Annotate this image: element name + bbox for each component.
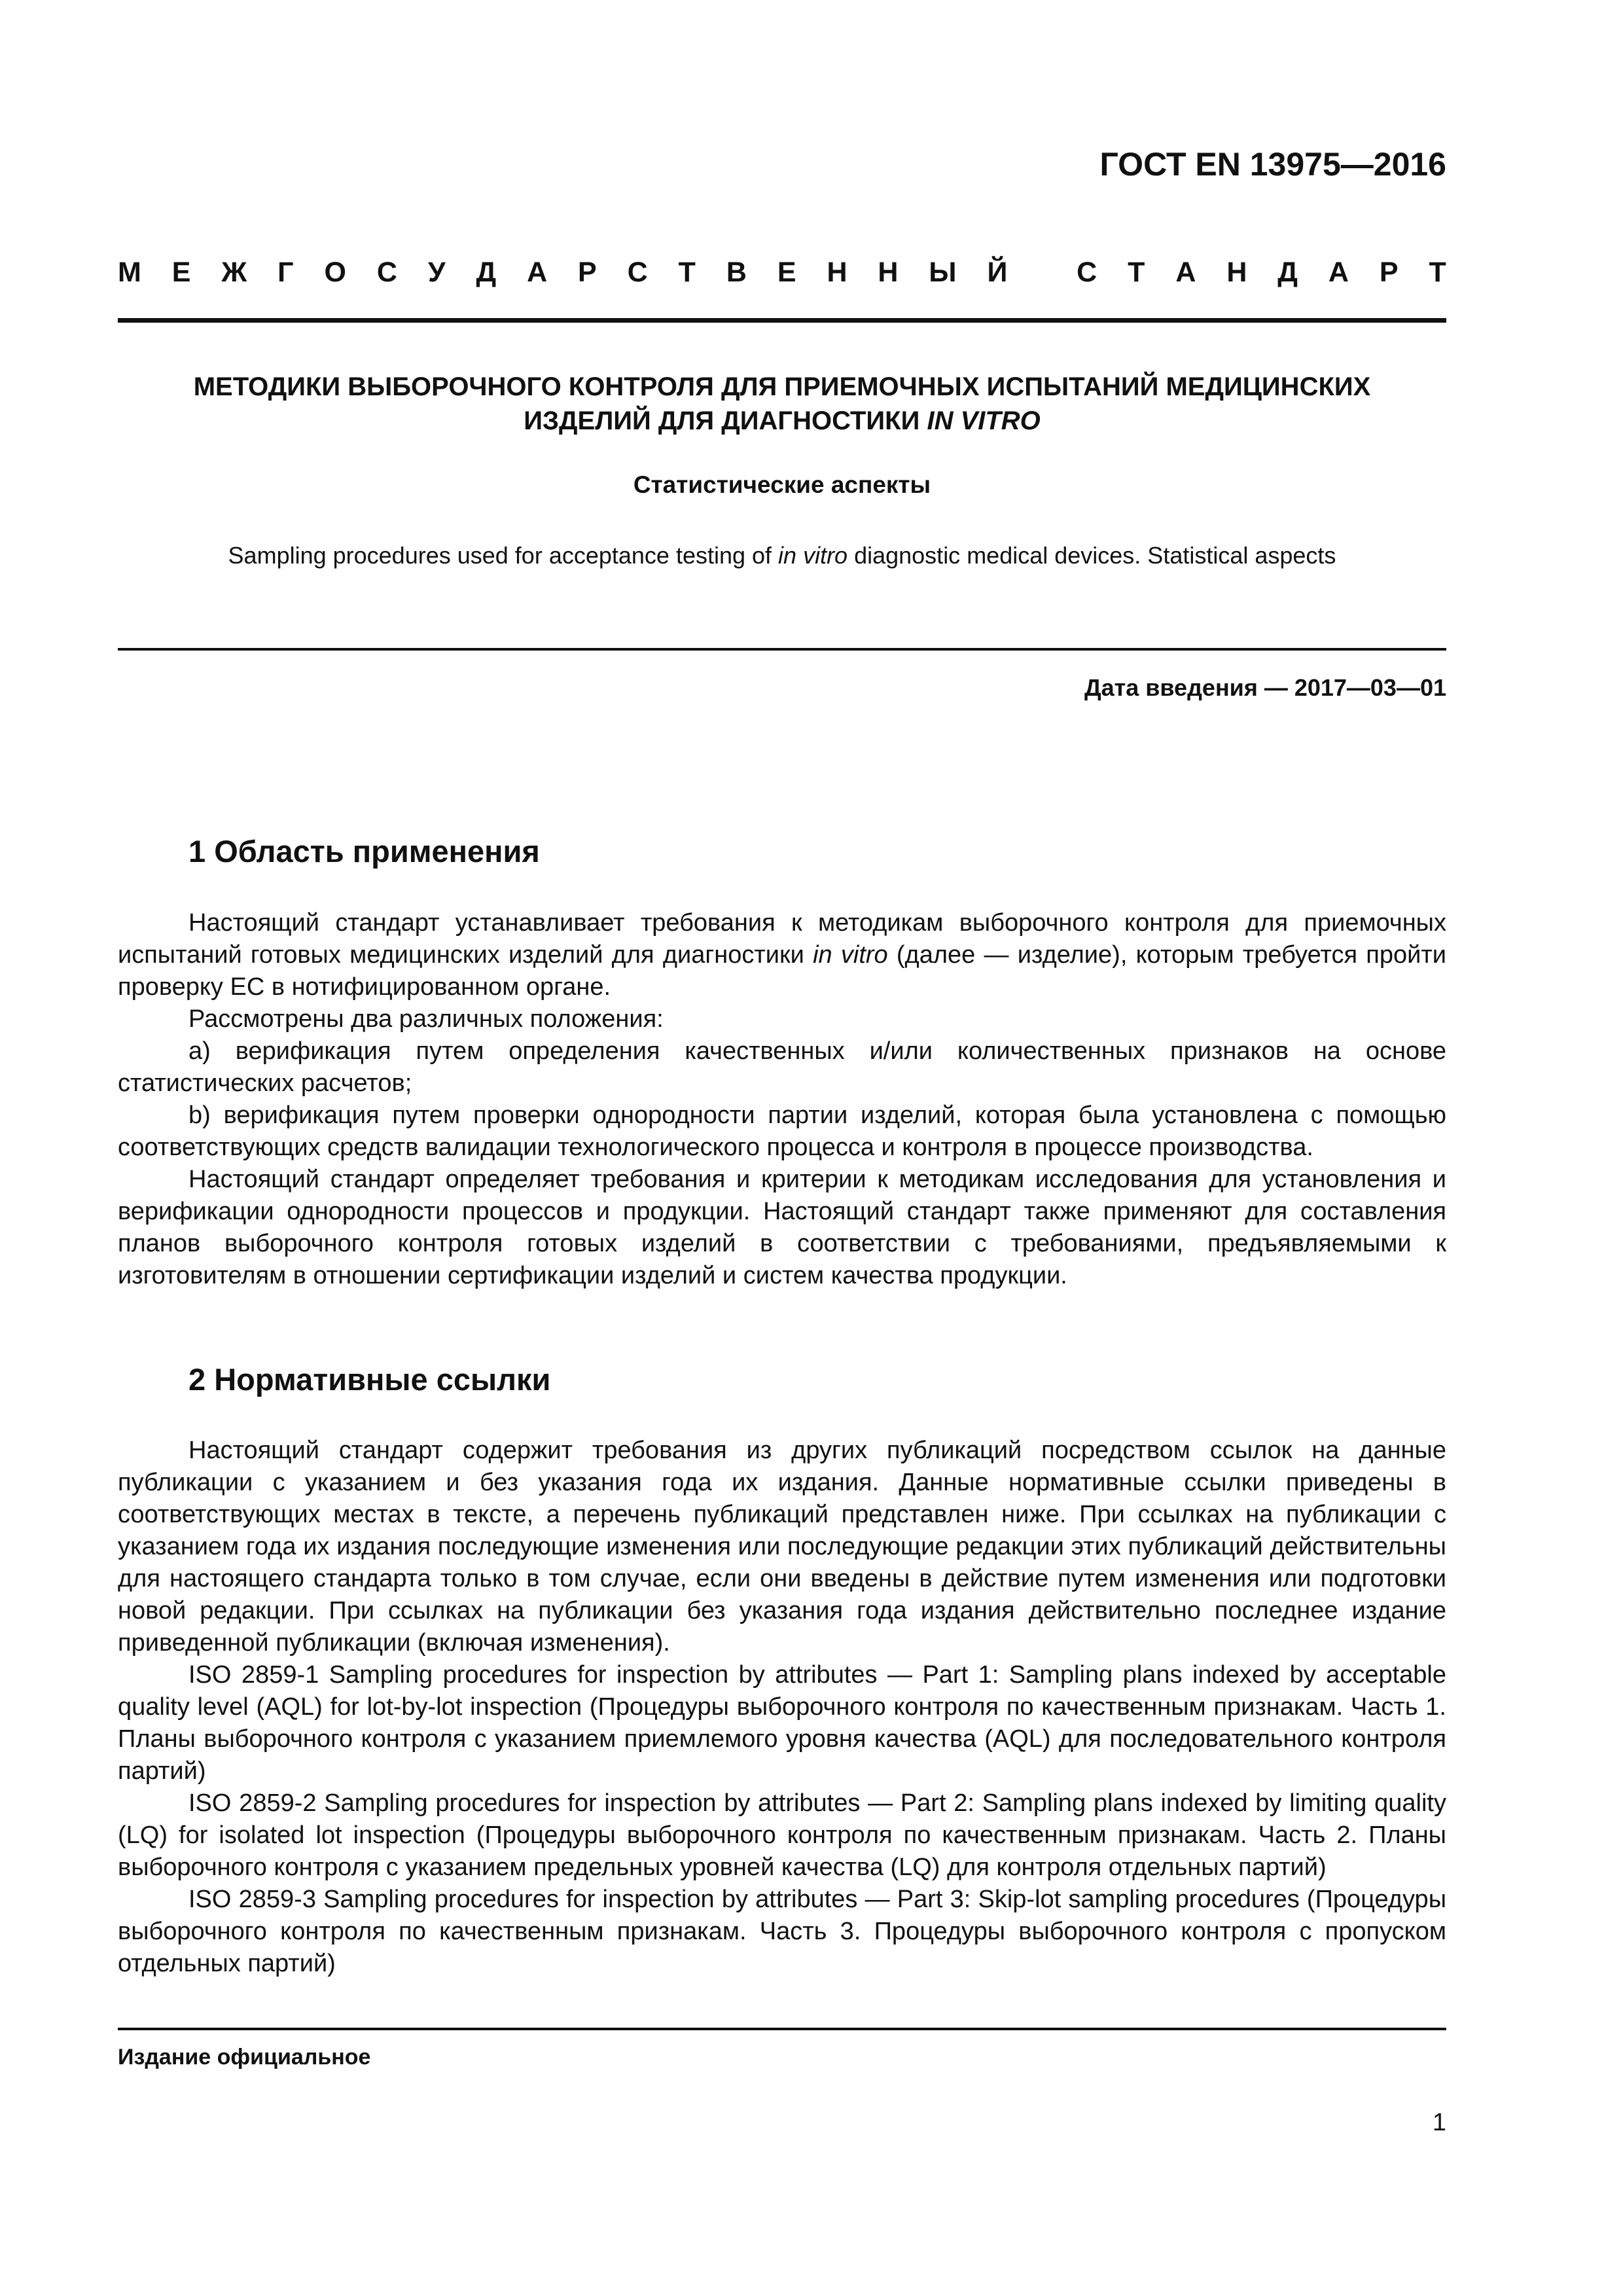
interstate-letter: Т <box>678 257 696 288</box>
section-2-body <box>118 1435 1446 1980</box>
interstate-letter: В <box>726 257 747 288</box>
interstate-letter: А <box>527 257 548 288</box>
interstate-letter: Н <box>827 257 847 288</box>
english-title-suffix: diagnostic medical devices. Statistical aspects <box>847 542 1336 569</box>
interstate-letter: Р <box>578 257 597 288</box>
page-number: 1 <box>1432 2109 1446 2136</box>
interstate-letter: А <box>1328 257 1349 288</box>
title-line-2-text: ИЗДЕЛИЙ ДЛЯ ДИАГНОСТИКИ <box>524 406 927 435</box>
header-rule <box>118 318 1446 323</box>
interstate-word-gap <box>1038 257 1046 289</box>
section-1-list-item-a: a) верификация путем определения качественных и/или количественных признаков на основе статистических расчетов; <box>118 1037 1446 1097</box>
interstate-letter: А <box>1175 257 1196 288</box>
interstate-letter: Н <box>878 257 899 288</box>
english-title <box>118 542 1446 569</box>
section-1-paragraph-1-suffix: (далее — изделие), которым требуется пройти проверку ЕС в нотифицированном органе. <box>118 941 1446 1001</box>
title-line-2-italic: IN VITRO <box>927 406 1041 435</box>
section-1-heading: 1 Область применения <box>188 834 540 869</box>
interstate-letter: Т <box>1429 257 1446 288</box>
interstate-letter: Д <box>476 257 497 288</box>
section-1-paragraph-1-italic: in vitro <box>813 941 888 969</box>
normative-reference-1: ISO 2859-1 Sampling procedures for inspection by attributes — Part 1: Sampling plans indexed by acceptable quality level (AQL) for lot-by-lot inspection (Процедуры выборочного контроля по качественным признакам. Часть 1. Планы выборочного контроля с указанием приемлемого уровня качества (AQL) для последовательного контроля партий) <box>118 1661 1446 1785</box>
document-subtitle: Статистические аспекты <box>633 471 931 498</box>
interstate-letter: Й <box>987 257 1008 288</box>
interstate-letter: Ы <box>929 257 957 288</box>
official-edition-label: Издание официальное <box>118 2045 371 2070</box>
interstate-letter: Д <box>1277 257 1298 288</box>
interstate-letter: У <box>427 257 446 288</box>
normative-reference-3: ISO 2859-3 Sampling procedures for inspection by attributes — Part 3: Skip-lot sampling procedures (Процедуры выборочного контроля по качественным признакам. Часть 3. Процедуры выборочного контроля с пропуском отдельных партий) <box>118 1886 1446 1977</box>
interstate-letter: Р <box>1379 257 1399 288</box>
section-1-paragraph-1-text: Настоящий стандарт устанавливает требования к методикам выборочного контроля для приемочных испытаний готовых медицинских изделий для диагностики <box>118 909 1446 969</box>
title-rule <box>118 648 1446 651</box>
interstate-standard-label <box>118 257 1446 289</box>
interstate-letter: С <box>627 257 648 288</box>
section-2-heading: 2 Нормативные ссылки <box>188 1362 551 1397</box>
interstate-letter: Г <box>277 257 294 288</box>
interstate-letter: Е <box>777 257 796 288</box>
section-1-paragraph-3: Настоящий стандарт определяет требования и критерии к методикам исследования для установления и верификации однородности процессов и продукции. Настоящий стандарт также применяют для составления планов выборочного контроля готовых изделий в соответствии с требованиями, предъявляемыми к изготовителям в отношении сертификации изделий и систем качества продукции. <box>118 1166 1446 1289</box>
section-1-list-item-b: b) верификация путем проверки однородности партии изделий, которая была установлена с помощью соответствующих средств валидации технологического процесса и контроля в процессе производства. <box>118 1102 1446 1161</box>
document-title <box>118 370 1446 438</box>
interstate-letter: Т <box>1128 257 1145 288</box>
interstate-letter: С <box>1077 257 1097 288</box>
section-1-body <box>118 907 1446 1292</box>
interstate-letter: О <box>324 257 346 288</box>
section-1-paragraph-2: Рассмотрены два различных положения: <box>188 1005 664 1033</box>
interstate-letter: С <box>376 257 397 288</box>
normative-reference-2: ISO 2859-2 Sampling procedures for inspection by attributes — Part 2: Sampling plans indexed by limiting quality (LQ) for isolated lot inspection (Процедуры выборочного контроля по качественным признакам. Часть 2. Планы выборочного контроля с указанием предельных уровней качества (LQ) для контроля отдельных партий) <box>118 1789 1446 1881</box>
english-title-italic: in vitro <box>778 542 848 569</box>
introduction-date: Дата введения — 2017—03—01 <box>1084 674 1446 701</box>
interstate-letter: Н <box>1226 257 1247 288</box>
english-title-prefix: Sampling procedures used for acceptance testing of <box>228 542 779 569</box>
interstate-letter: М <box>118 257 141 288</box>
section-1-paragraph-1 <box>118 907 1446 1003</box>
interstate-letter: Е <box>171 257 191 288</box>
standard-designation: ГОСТ EN 13975—2016 <box>1099 146 1446 183</box>
section-2-paragraph-1: Настоящий стандарт содержит требования из других публикаций посредством ссылок на данные публикации с указанием и без указания года их издания. Данные нормативные ссылки приведены в соответствующих местах в тексте, а перечень публикаций представлен ниже. При ссылках на публикации с указанием года их издания последующие изменения или последующие редакции этих публикаций действительны для настоящего стандарта только в том случае, если они введены в действие путем изменения или подготовки новой редакции. При ссылках на публикации без указания года издания действительно последнее издание приведенной публикации (включая изменения). <box>118 1437 1446 1657</box>
title-line-2 <box>118 404 1446 438</box>
title-line-1: МЕТОДИКИ ВЫБОРОЧНОГО КОНТРОЛЯ ДЛЯ ПРИЕМОЧНЫХ ИСПЫТАНИЙ МЕДИЦИНСКИХ <box>193 372 1371 401</box>
document-page <box>118 0 1446 2296</box>
footer-rule <box>118 2028 1446 2030</box>
interstate-letter: Ж <box>221 257 247 288</box>
